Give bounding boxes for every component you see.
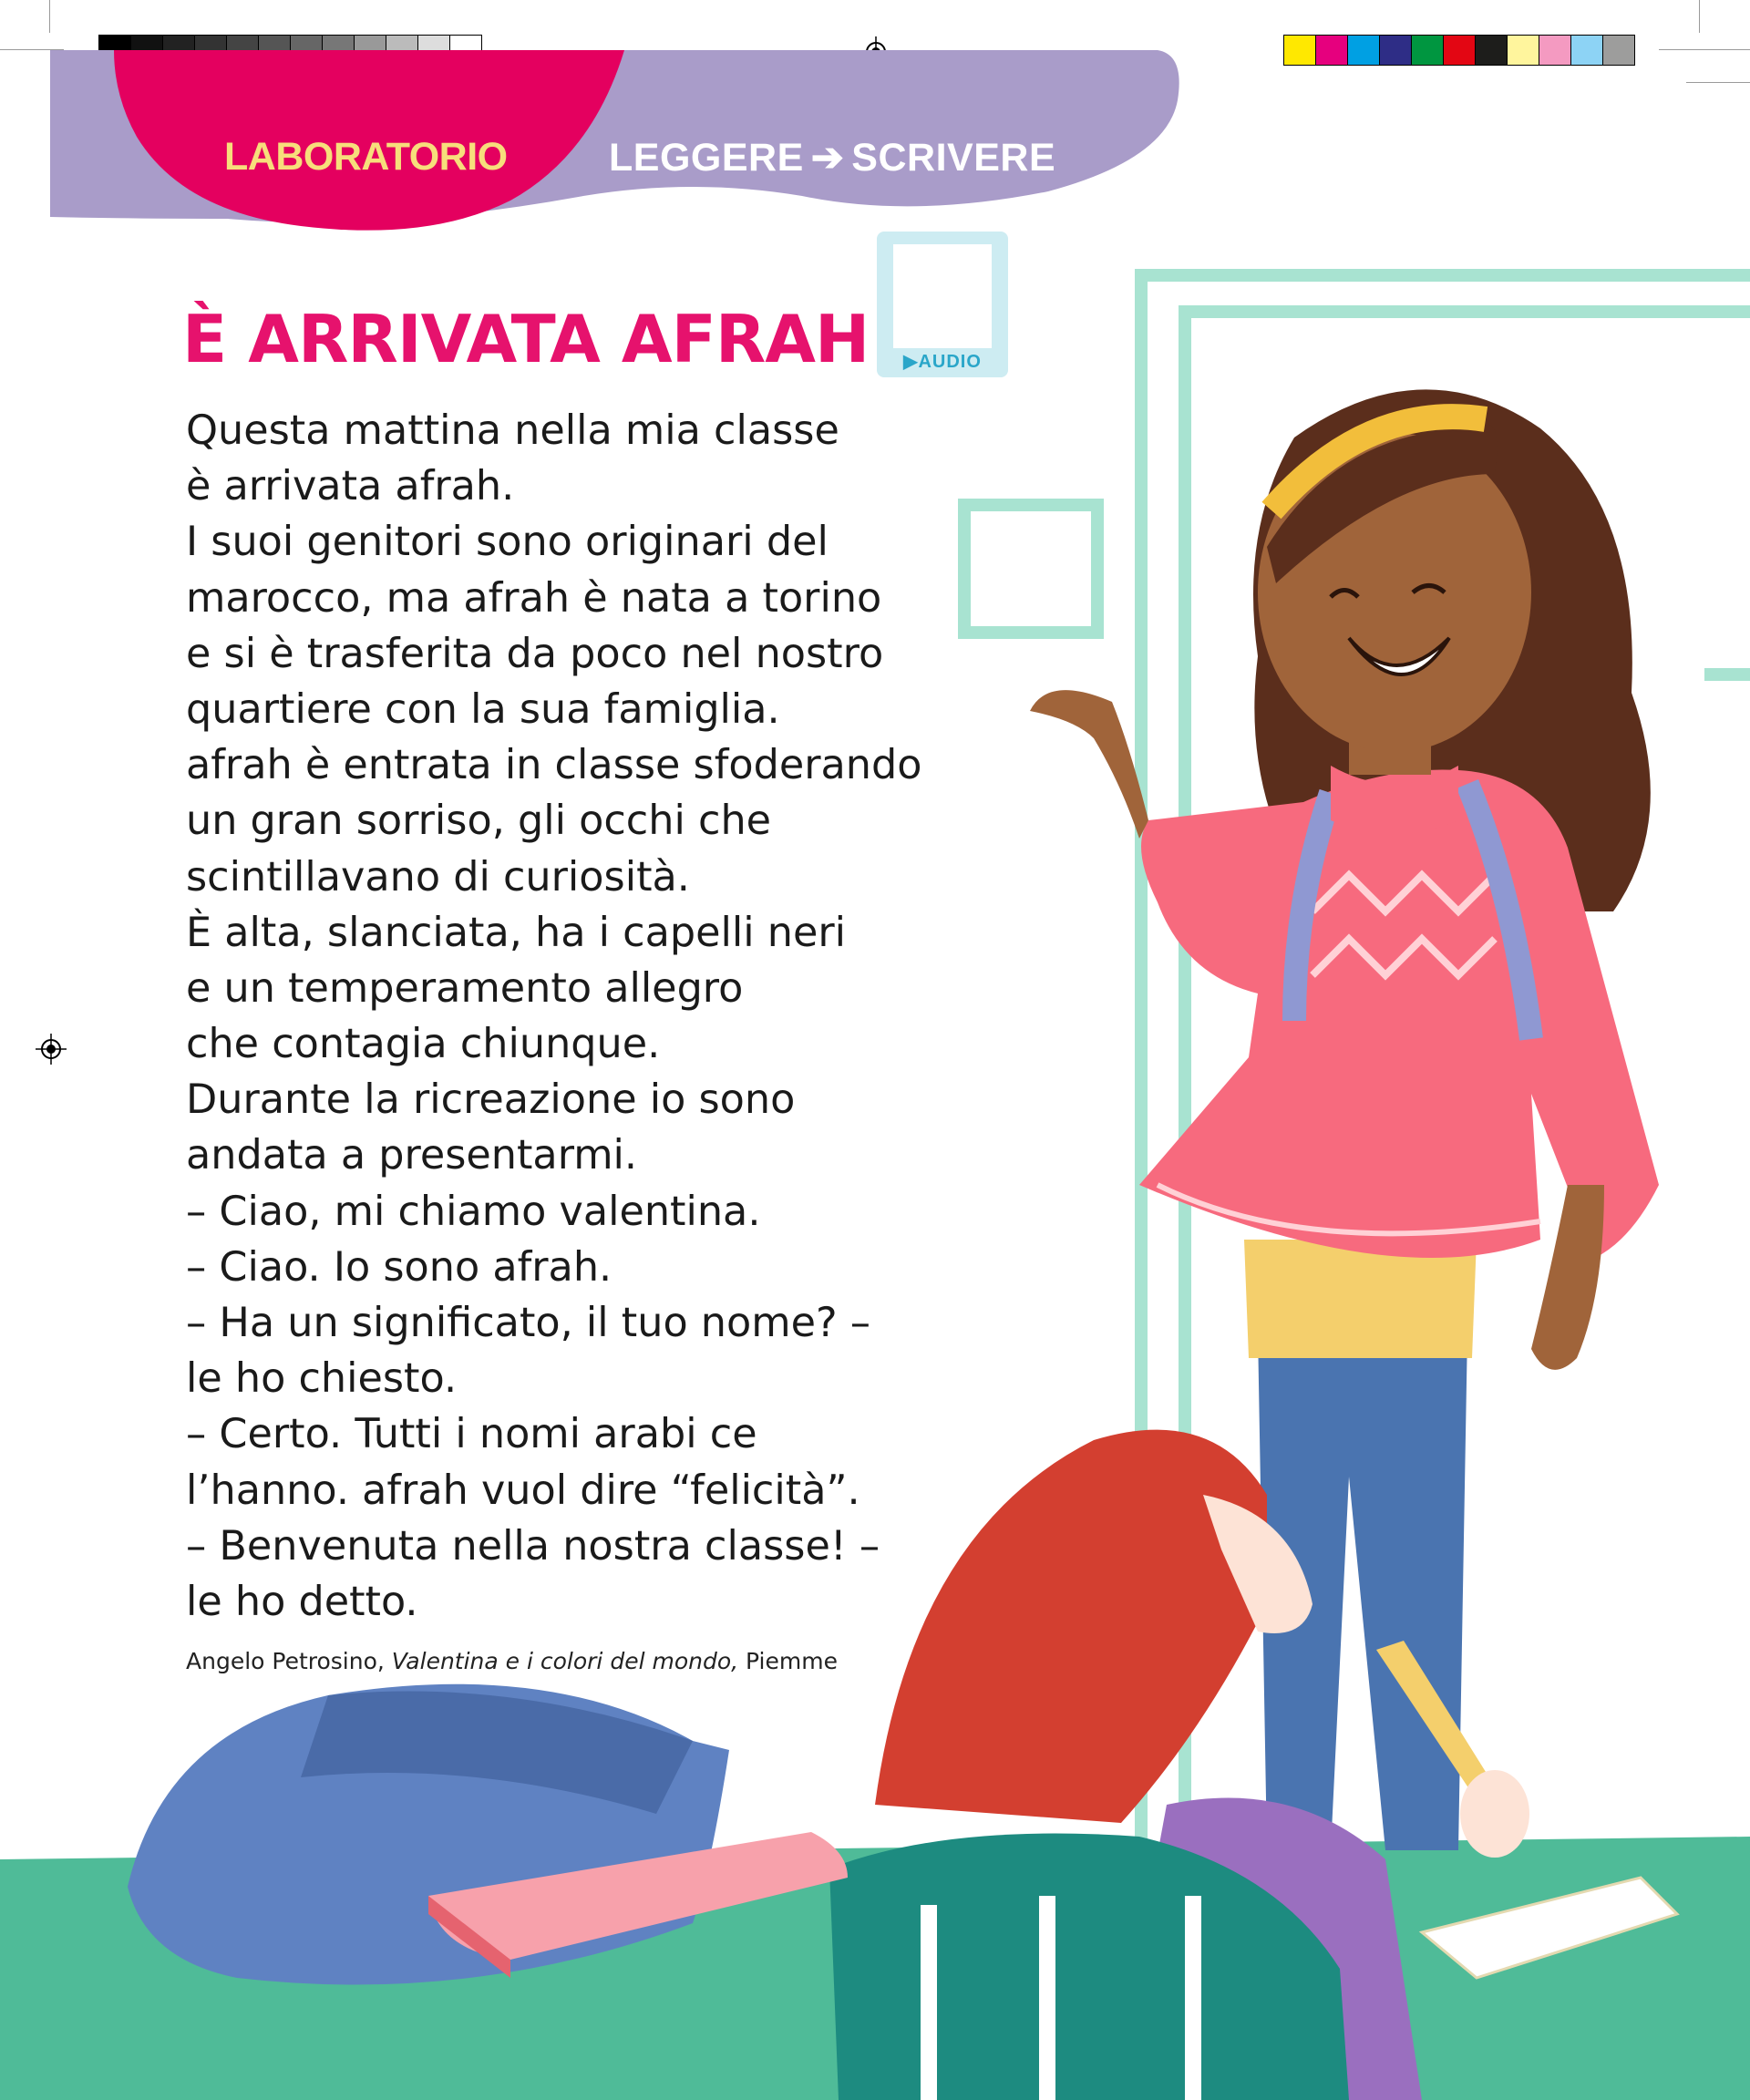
page-title: È ARRIVATA AFRAH (182, 301, 870, 377)
audio-label: ▶AUDIO (903, 352, 982, 372)
story-line: un gran sorriso, gli occhi che (186, 798, 772, 845)
story-line: afrah è entrata in classe sfoderando (186, 742, 922, 789)
subsection-from: LEGGERE (609, 136, 804, 180)
story-line: le ho chiesto. (186, 1355, 458, 1403)
subsection-to: SCRIVERE (851, 136, 1056, 180)
story-line: e si è trasferita da poco nel nostro (186, 630, 884, 677)
story-line: I suoi genitori sono originari del (186, 519, 829, 566)
credit-book: Valentina e i colori del mondo, (391, 1648, 739, 1674)
story-line: – Ciao, mi chiamo valentina. (186, 1188, 761, 1235)
credit-publisher: Piemme (746, 1648, 838, 1674)
story-line: scintillavano di curiosità. (186, 853, 690, 901)
story-line: – Ciao. Io sono afrah. (186, 1243, 612, 1291)
story-line: è arrivata afrah. (186, 463, 515, 510)
story-text (186, 403, 933, 1630)
story-line: e un temperamento allegro (186, 964, 744, 1012)
story-line: È alta, slanciata, ha i capelli neri (186, 909, 846, 956)
audio-button[interactable] (877, 232, 1008, 377)
story-line: che contagia chiunque. (186, 1021, 661, 1068)
story-line: Questa mattina nella mia classe (186, 407, 839, 454)
section-label: LABORATORIO (224, 135, 508, 179)
story-line: – Ha un significato, il tuo nome? – (186, 1300, 870, 1346)
story-line: – Certo. Tutti i nomi arabi ce (186, 1411, 757, 1458)
source-credit (186, 1648, 838, 1674)
story-line: Durante la ricreazione io sono (186, 1076, 796, 1124)
story-line: marocco, ma afrah è nata a torino (186, 574, 882, 622)
story-line: le ho detto. (186, 1578, 418, 1625)
story-line: l’hanno. afrah vuol dire “felicità”. (186, 1467, 860, 1514)
story-line: andata a presentarmi. (186, 1132, 638, 1179)
arrow-right-icon: ➔ (810, 136, 845, 180)
story-line: quartiere con la sua famiglia. (186, 685, 780, 733)
story-line: – Benvenuta nella nostra classe! – (186, 1522, 880, 1570)
credit-author: Angelo Petrosino, (186, 1648, 385, 1674)
audio-qr-placeholder (893, 244, 992, 348)
